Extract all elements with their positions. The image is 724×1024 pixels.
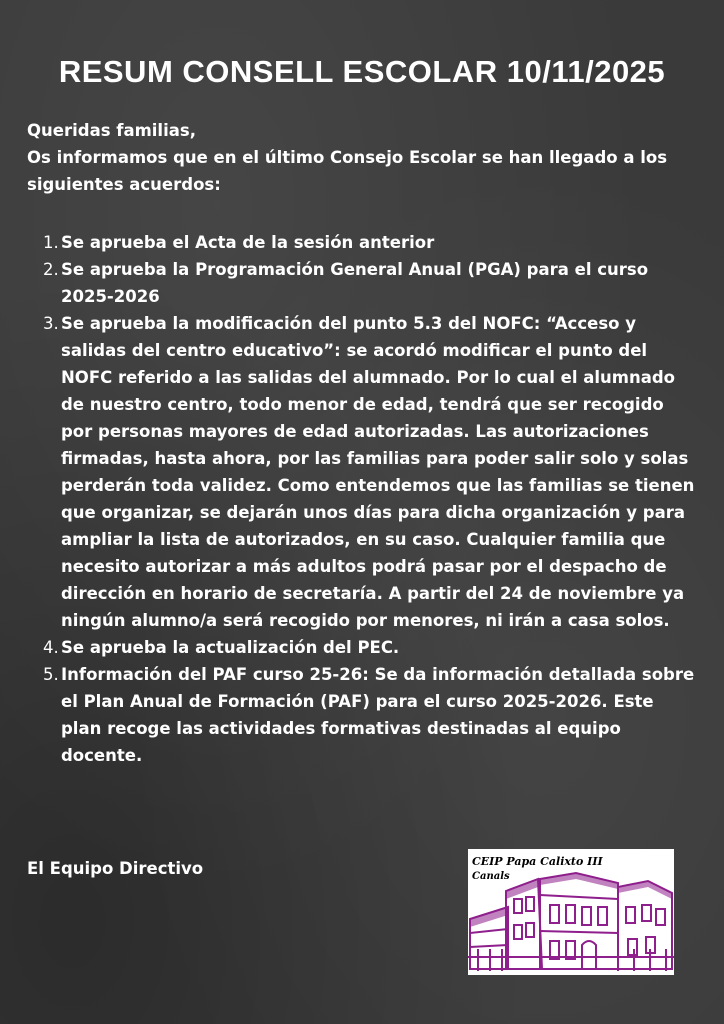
page-title: RESUM CONSELL ESCOLAR 10/11/2025: [58, 54, 666, 89]
item-text: Se aprueba la actualización del PEC.: [61, 638, 400, 657]
greeting: Queridas familias,: [27, 121, 196, 140]
item-text: Información del PAF curso 25-26: Se da información detallada sobre el Plan Anual de Formación (PAF) para el curso 2025-2026. Este plan recoge las actividades formativas destinadas al equipo docente.: [61, 665, 695, 765]
list-item: [43, 634, 698, 661]
item-number: 2.: [43, 260, 59, 279]
intro-block: [27, 117, 707, 198]
logo-town-name: Canals: [472, 871, 510, 882]
list-item: [43, 256, 698, 310]
intro-text: Os informamos que en el último Consejo Escolar se han llegado a los siguientes acuerdos:: [27, 148, 668, 194]
school-building-illustration: [468, 849, 674, 975]
agreements-list: [43, 229, 698, 769]
list-item: [43, 229, 698, 256]
logo-school-name: CEIP Papa Calixto III: [472, 855, 603, 868]
list-item: [43, 310, 698, 634]
item-number: 4.: [43, 638, 59, 657]
item-text: Se aprueba la Programación General Anual (PGA) para el curso 2025-2026: [61, 260, 649, 306]
item-number: 5.: [43, 665, 59, 684]
item-text: Se aprueba el Acta de la sesión anterior: [61, 233, 435, 252]
item-text: Se aprueba la modificación del punto 5.3 del NOFC: “Acceso y salidas del centro educativo”: se acordó modificar el punto del NOFC referido a las salidas del alumnado. Por lo cual el alumnado de nuestro centro, todo menor de edad, tendrá que ser recogido por personas mayores de edad autorizadas. Las autorizaciones firmadas, hasta ahora, por las familias para poder salir solo y solas perderán toda validez. Como entendemos que las familias se tienen que organizar, se dejarán unos días para dicha organización y para ampliar la lista de autorizados, en su caso. Cualquier familia que necesito autorizar a más adultos podrá pasar por el despacho de dirección en horario de secretaría. A partir del 24 de noviembre ya ningún alumno/a será recogido por menores, ni irán a casa solos.: [61, 314, 695, 630]
signature: El Equipo Directivo: [27, 859, 204, 878]
school-logo: [468, 849, 674, 975]
list-item: [43, 661, 698, 769]
item-number: 3.: [43, 314, 59, 333]
item-number: 1.: [43, 233, 59, 252]
